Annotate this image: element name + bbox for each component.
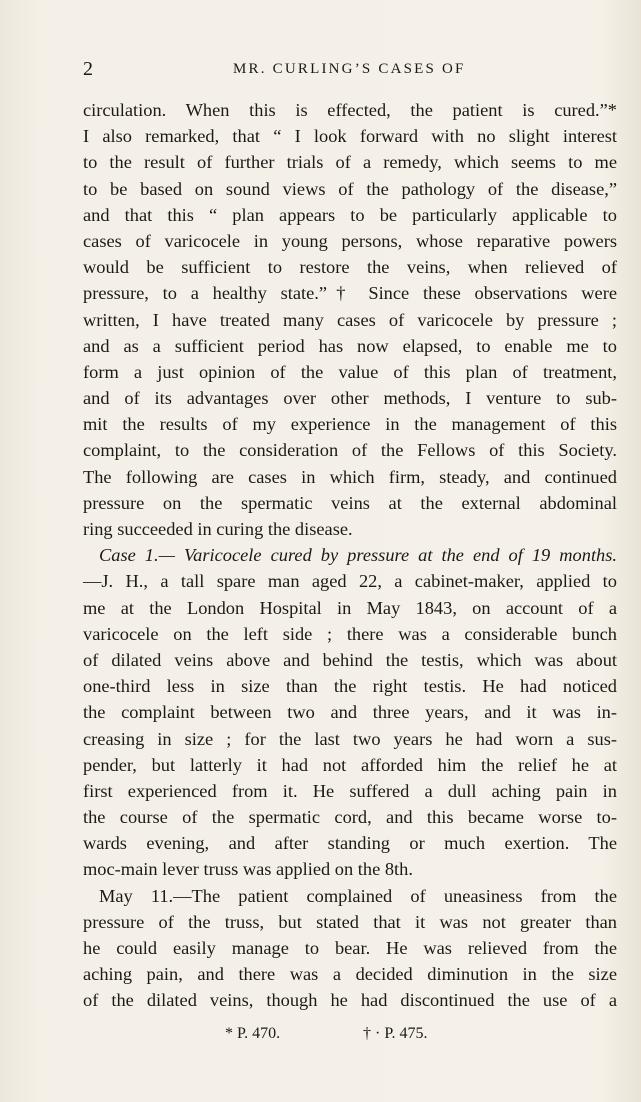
text-line: of the dilated veins, though he had discontinued the use of a: [83, 990, 617, 1011]
text-line: and that this “ plan appears to be particularly applicable to: [83, 204, 617, 225]
text-line: he could easily manage to bear. He was relieved from the: [83, 938, 617, 958]
text-line: complaint, to the consideration of the Fellows of this Society.: [83, 440, 617, 461]
text-line: moc-main lever truss was applied on the 8th.: [83, 859, 413, 880]
body-text: [83, 97, 617, 1014]
text-line: the course of the spermatic cord, and this became worse to-: [83, 807, 617, 828]
text-line: I also remarked, that “ I look forward with no slight interest: [83, 126, 617, 147]
text-line: me at the London Hospital in May 1843, on account of a: [83, 597, 617, 618]
text-line: mit the results of my experience in the management of this: [83, 414, 617, 435]
text-line: circulation. When this is effected, the patient is cured.”*: [83, 100, 617, 120]
text-line: would be sufficient to restore the veins, when relieved of: [83, 257, 617, 278]
text-line: to be based on sound views of the pathology of the disease,”: [83, 178, 617, 199]
text-line: cases of varicocele in young persons, whose reparative powers: [83, 230, 617, 251]
text-line: first experienced from it. He suffered a dull aching pain in: [83, 780, 617, 801]
page-number: 2: [83, 58, 93, 80]
text-line: creasing in size ; for the last two years he had worn a sus-: [83, 728, 617, 749]
text-line: written, I have treated many cases of varicocele by pressure ;: [83, 309, 617, 330]
running-head: MR. CURLING’S CASES OF: [233, 61, 466, 77]
footnote-1: * P. 470.: [225, 1025, 281, 1042]
text-line: aching pain, and there was a decided diminution in the size: [83, 964, 617, 985]
text-line: ring succeeded in curing the disease.: [83, 519, 353, 539]
text-line: one-third less in size than the right testis. He had noticed: [83, 676, 617, 697]
text-line: The following are cases in which firm, steady, and continued: [83, 466, 617, 487]
page-header: [83, 58, 617, 82]
text-line: pressure on the spermatic veins at the external abdominal: [83, 492, 617, 513]
text-line: pressure of the truss, but stated that it was not greater than: [83, 911, 617, 932]
text-line: pender, but latterly it had not afforded him the relief he at: [83, 754, 617, 775]
case-heading: Case 1.— Varicocele cured by pressure at the end of 19 months.: [99, 545, 617, 566]
text-line: of dilated veins above and behind the testis, which was about: [83, 649, 617, 670]
text-line: May 11.—The patient complained of uneasiness from the: [99, 885, 617, 906]
footnote-2: † · P. 475.: [363, 1025, 428, 1042]
text-line: the complaint between two and three years, and it was in-: [83, 702, 617, 723]
text-line: and as a sufficient period has now elapsed, to enable me to: [83, 335, 617, 356]
text-line: pressure, to a healthy state.”† Since these observations were: [83, 283, 617, 304]
text-line: to the result of further trials of a remedy, which seems to me: [83, 152, 617, 173]
text-line: varicocele on the left side ; there was a considerable bunch: [83, 623, 617, 644]
text-line: form a just opinion of the value of this plan of treatment,: [83, 361, 617, 382]
text-line: wards evening, and after standing or much exertion. The: [83, 833, 617, 854]
text-line: and of its advantages over other methods, I venture to sub-: [83, 388, 617, 409]
text-line: —J. H., a tall spare man aged 22, a cabinet-maker, applied to: [83, 571, 617, 592]
